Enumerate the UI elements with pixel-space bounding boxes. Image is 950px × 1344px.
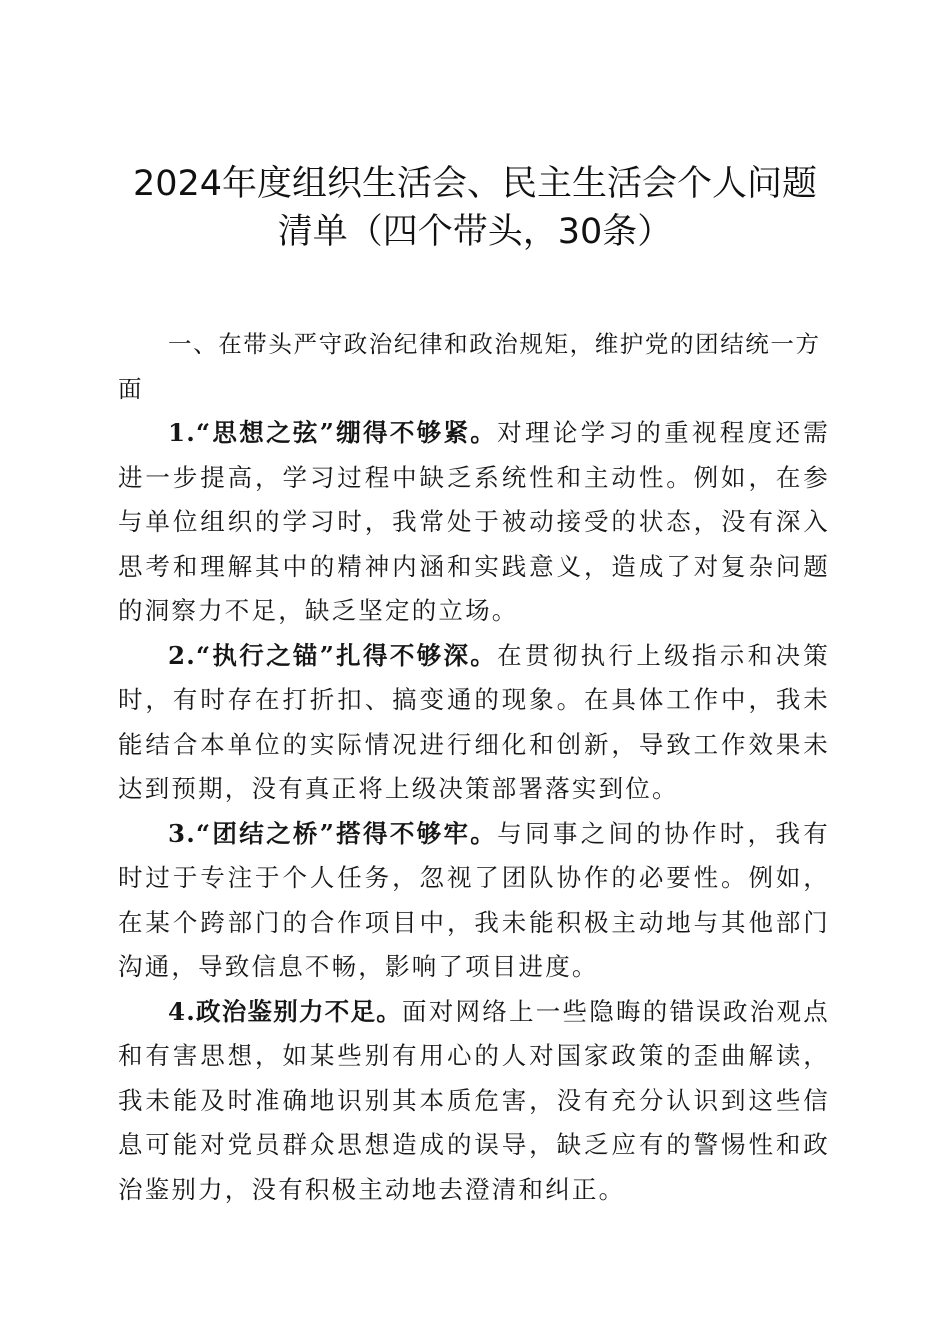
item-text: 面对网络上一些隐晦的错误政治观点和有害思想，如某些别有用心的人对国家政策的歪曲解读，我未能及时准确地识别其本质危害，没有充分认识到这些信息可能对党员群众思想造成的误导，缺乏应有的警惕性和政治鉴别力，没有积极主动地去澄清和纠正。 (118, 996, 831, 1204)
section-heading: 一、在带头严守政治纪律和政治规矩，维护党的团结统一方面 (118, 330, 821, 403)
document-title (100, 160, 850, 256)
item-text: 与同事之间的协作时，我有时过于专注于个人任务，忽视了团队协作的必要性。例如，在某个跨部门的合作项目中，我未能积极主动地与其他部门沟通，导致信息不畅，影响了项目进度。 (118, 818, 831, 981)
item-heading: 2.“执行之锚”扎得不够深。 (168, 640, 498, 670)
item-paragraph-4 (118, 990, 830, 1213)
item-heading: 1.“思想之弦”绷得不够紧。 (168, 418, 498, 447)
document-body (118, 322, 830, 1212)
title-line-2: 清单（四个带头，30条） (277, 212, 673, 252)
item-paragraph-3 (118, 812, 830, 990)
item-text: 在贯彻执行上级指示和决策时，有时存在打折扣、搞变通的现象。在具体工作中，我未能结合本单位的实际情况进行细化和创新，导致工作效果未达到预期，没有真正将上级决策部署落实到位。 (118, 640, 831, 803)
title-line-1: 2024年度组织生活会、民主生活会个人问题 (132, 164, 818, 204)
item-heading: 3.“团结之桥”搭得不够牢。 (168, 818, 498, 848)
item-heading: 4.政治鉴别力不足。 (168, 996, 403, 1026)
item-text: 对理论学习的重视程度还需进一步提高，学习过程中缺乏系统性和主动性。例如，在参与单位组织的学习时，我常处于被动接受的状态，没有深入思考和理解其中的精神内涵和实践意义，造成了对复杂问题的洞察力不足，缺乏坚定的立场。 (118, 418, 831, 625)
item-paragraph-2 (118, 634, 830, 812)
item-paragraph-1 (118, 411, 830, 634)
